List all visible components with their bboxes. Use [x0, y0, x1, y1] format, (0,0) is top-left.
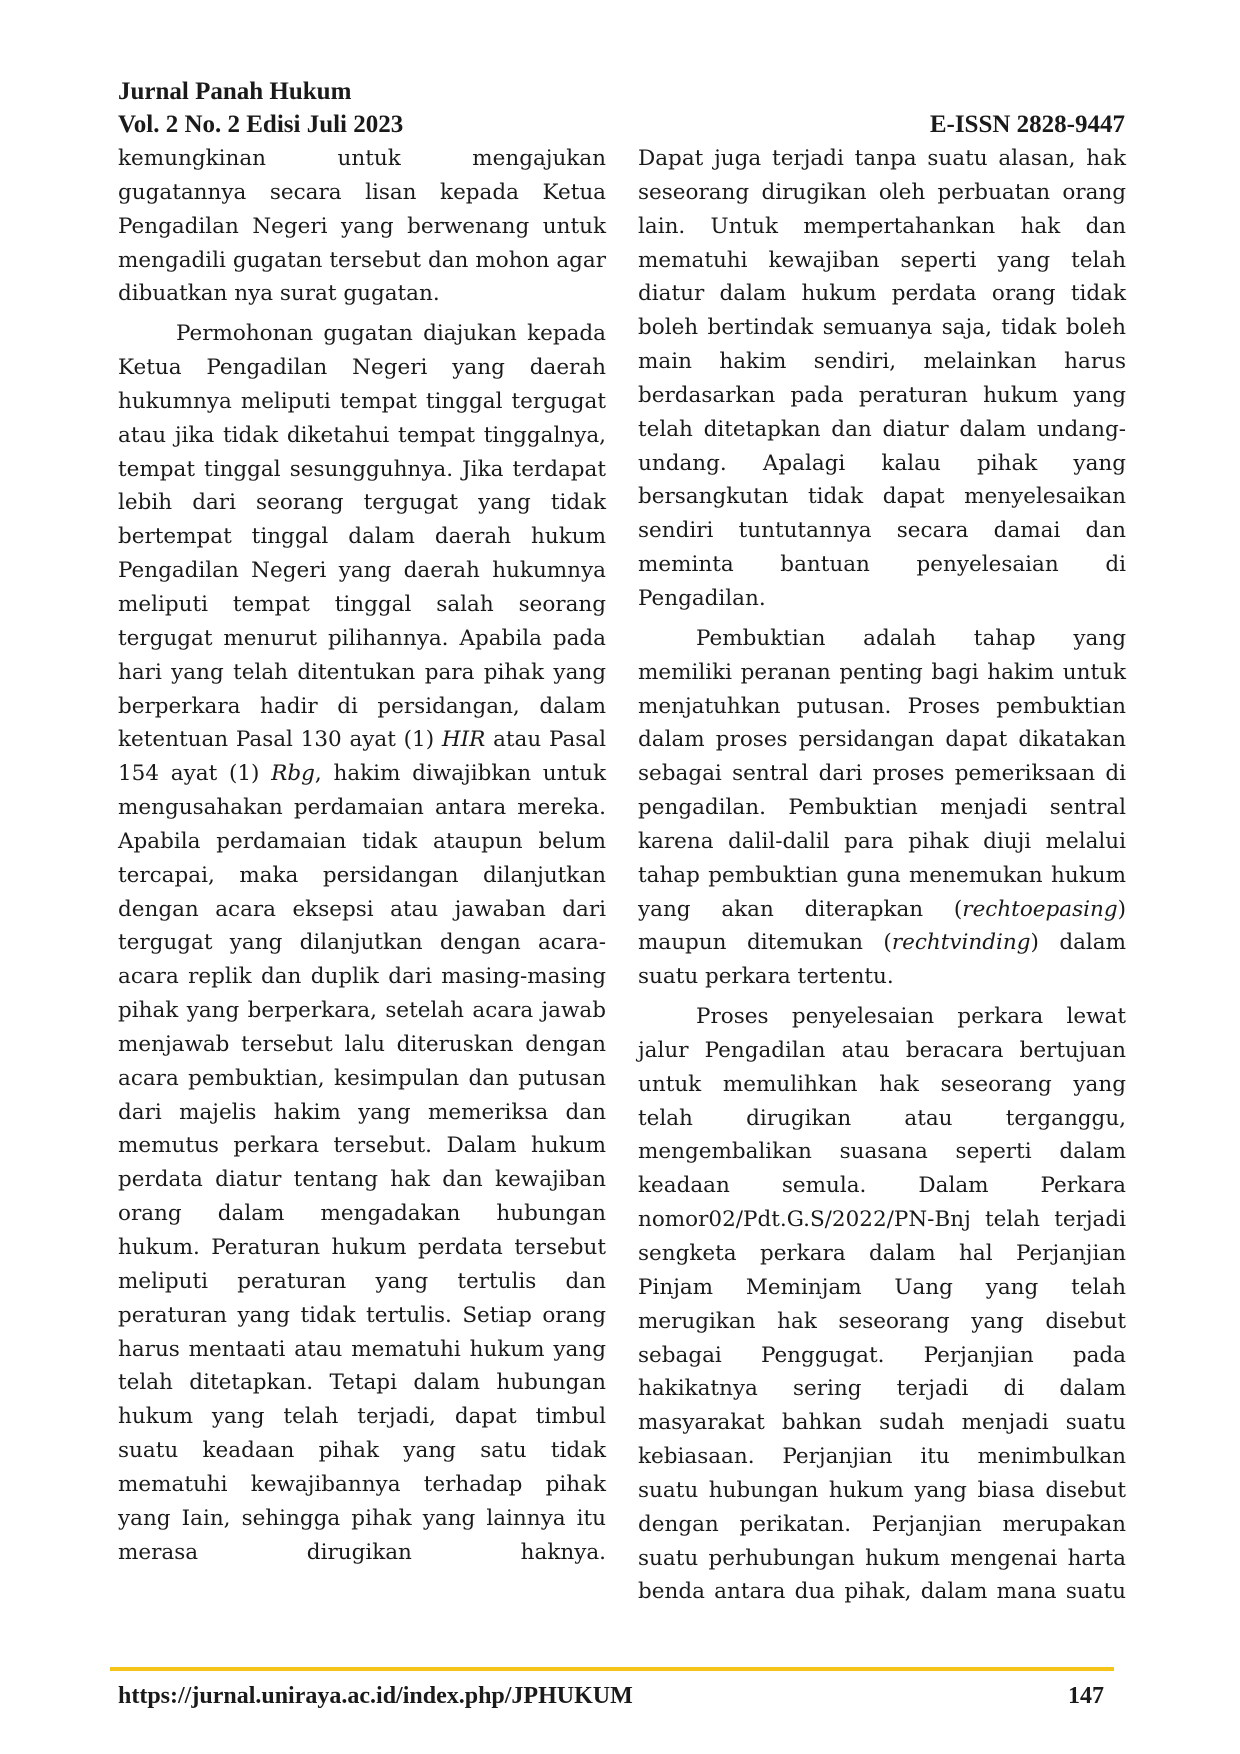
footer-rule [110, 1667, 1114, 1671]
left-paragraph-1: kemungkinan untuk mengajukan gugatannya secara lisan kepada Ketua Pengadilan Negeri yang berwenang untuk mengadili gugatan tersebut dan mohon agar dibuatkan nya surat gugatan. [118, 146, 606, 307]
left-paragraph-2-text-b: atau Pasal 154 ayat (1) [118, 727, 606, 787]
right-column [638, 142, 1126, 1609]
right-paragraph-2-text-b: ) maupun ditemukan ( [638, 896, 1126, 956]
right-paragraph-1: Dapat juga terjadi tanpa suatu alasan, hak seseorang dirugikan oleh perbuatan orang lain. Untuk mempertahankan hak dan mematuhi kewajiban seperti yang telah diatur dalam hukum perdata orang tidak boleh bertindak semuanya saja, tidak boleh main hakim sendiri, melainkan harus berdasarkan pada peraturan hukum yang telah ditetapkan dan diatur dalam undang-undang. Apalagi kalau pihak yang bersangkutan tidak dapat menyelesaikan sendiri tuntutannya secara damai dan meminta bantuan penyelesaian di Pengadilan. [638, 146, 1126, 611]
term-rbg: Rbg [271, 761, 315, 787]
term-hir: HIR [441, 727, 486, 753]
journal-issn: E-ISSN 2828-9447 [929, 111, 1125, 138]
left-paragraph-2-text-a: Permohonan gugatan diajukan kepada Ketua Pengadilan Negeri yang daerah hukumnya meliputi tempat tinggal tergugat atau jika tidak diketahui tempat tinggalnya, tempat tinggal sesungguhnya. Jika terdapat lebih dari seorang tergugat yang tidak bertempat tinggal dalam daerah hukum Pengadilan Negeri yang daerah hukumnya meliputi tempat tinggal salah seorang tergugat menurut pilihannya. Apabila pada hari yang telah ditentukan para pihak yang berperkara hadir di persidangan, dalam ketentuan Pasal 130 ayat (1) [118, 321, 606, 753]
term-rechtoepasing: rechtoepasing [962, 896, 1118, 922]
journal-volume: Vol. 2 No. 2 Edisi Juli 2023 [118, 111, 404, 138]
header-row [118, 111, 1125, 139]
left-paragraph-2 [118, 317, 606, 1569]
right-paragraph-2-text-c: ) dalam suatu perkara tertentu. [638, 930, 1127, 990]
journal-title: Jurnal Panah Hukum [118, 78, 352, 105]
term-rechtvinding: rechtvinding [891, 930, 1031, 956]
page-number: 147 [1068, 1683, 1104, 1709]
right-paragraph-2 [638, 622, 1126, 994]
left-column [118, 142, 606, 1569]
left-paragraph-2-text-c: , hakim diwajibkan untuk mengusahakan perdamaian antara mereka. Apabila perdamaian tidak ataupun belum tercapai, maka persidangan dilanjutkan dengan acara eksepsi atau jawaban dari tergugat yang dilanjutkan dengan acara-acara replik dan duplik dari masing-masing pihak yang berperkara, setelah acara jawab menjawab tersebut lalu diteruskan dengan acara pembuktian, kesimpulan dan putusan dari majelis hakim yang memeriksa dan memutus perkara tersebut. Dalam hukum perdata diatur tentang hak dan kewajiban orang dalam mengadakan hubungan hukum. Peraturan hukum perdata tersebut meliputi peraturan yang tertulis dan peraturan yang tidak tertulis. Setiap orang harus mentaati atau mematuhi hukum yang telah ditetapkan. Tetapi dalam hubungan hukum yang telah terjadi, dapat timbul suatu keadaan pihak yang satu tidak mematuhi kewajibannya terhadap pihak yang Iain, sehingga pihak yang lainnya itu merasa dirugikan haknya. [118, 761, 606, 1565]
footer-url-link[interactable]: https://jurnal.uniraya.ac.id/index.php/JPHUKUM [118, 1683, 633, 1709]
right-paragraph-3: Proses penyelesaian perkara lewat jalur Pengadilan atau beracara bertujuan untuk memulihkan hak seseorang yang telah dirugikan atau terganggu, mengembalikan suasana seperti dalam keadaan semula. Dalam Perkara nomor02/Pdt.G.S/2022/PN-Bnj telah terjadi sengketa perkara dalam hal Perjanjian Pinjam Meminjam Uang yang telah merugikan hak seseorang yang disebut sebagai Penggugat. Perjanjian pada hakikatnya sering terjadi di dalam masyarakat bahkan sudah menjadi suatu kebiasaan. Perjanjian itu menimbulkan suatu hubungan hukum yang biasa disebut dengan perikatan. Perjanjian merupakan suatu perhubungan hukum mengenai harta benda antara dua pihak, dalam mana suatu [638, 1004, 1126, 1605]
right-paragraph-2-text-a: Pembuktian adalah tahap yang memiliki peranan penting bagi hakim untuk menjatuhkan putusan. Proses pembuktian dalam proses persidangan dapat dikatakan sebagai sentral dari proses pemeriksaan di pengadilan. Pembuktian menjadi sentral karena dalil-dalil para pihak diuji melalui tahap pembuktian guna menemukan hukum yang akan diterapkan ( [638, 625, 1126, 922]
